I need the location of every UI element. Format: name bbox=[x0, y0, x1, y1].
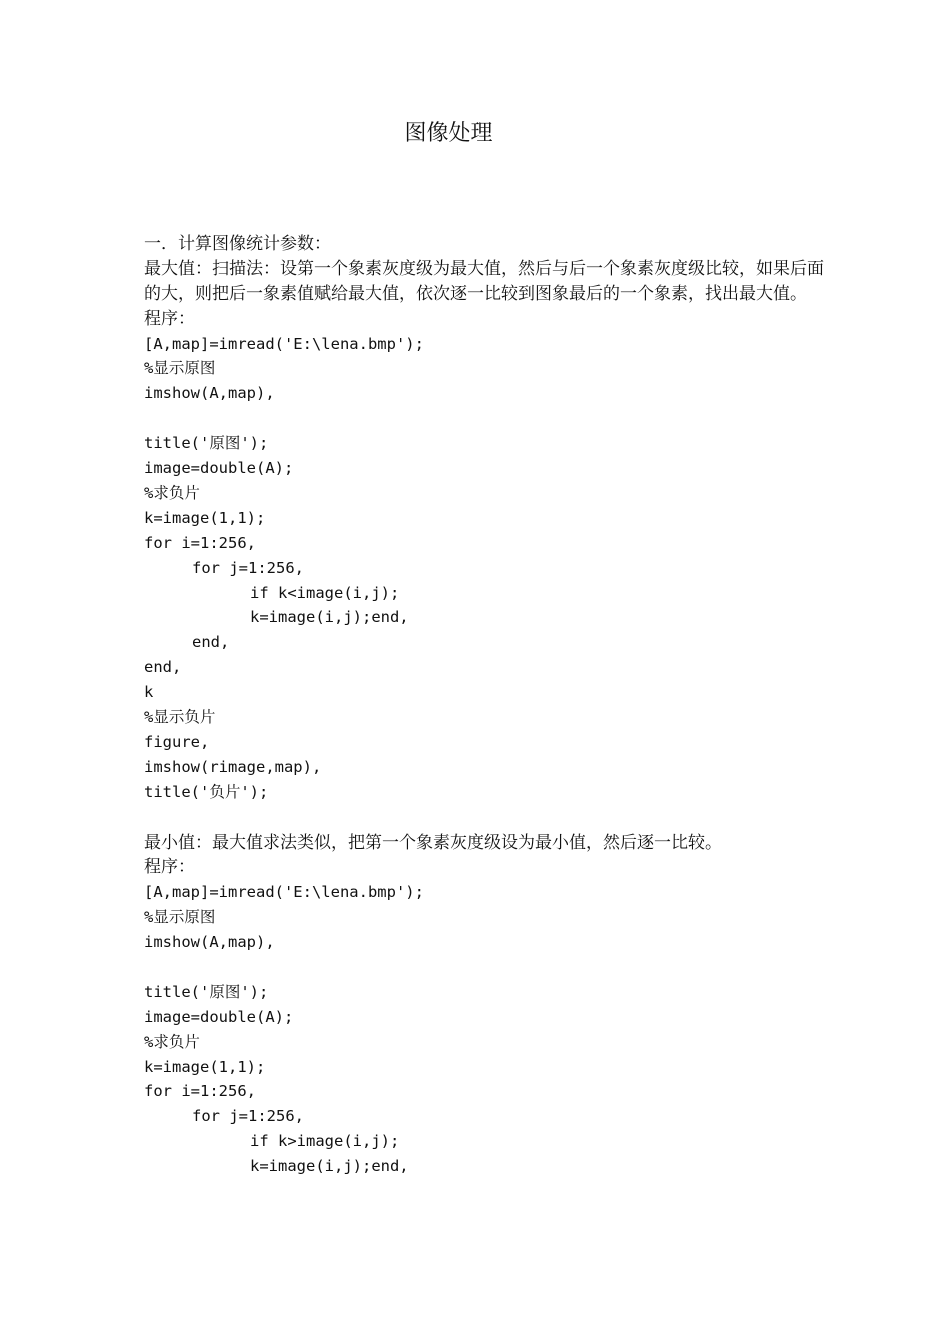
min-value-description: 最小值：最大值求法类似，把第一个象素灰度级设为最小值，然后逐一比较。 bbox=[144, 832, 722, 853]
code-line: title('原图'); bbox=[144, 982, 269, 1001]
code-blank-line bbox=[144, 955, 824, 980]
code-comment: %显示原图 bbox=[144, 359, 216, 378]
code-comment: %求负片 bbox=[144, 1032, 200, 1051]
code-line: k=image(i,j);end, bbox=[250, 1157, 409, 1176]
code-line: imshow(A,map), bbox=[144, 933, 275, 952]
program-label: 程序： bbox=[144, 308, 195, 329]
code-line: imshow(rimage,map), bbox=[144, 757, 322, 776]
code-block-max bbox=[144, 332, 824, 805]
code-line: figure, bbox=[144, 732, 210, 751]
code-line: k bbox=[144, 683, 154, 702]
code-line: for j=1:256, bbox=[192, 1107, 304, 1126]
code-line: k=image(1,1); bbox=[144, 508, 266, 527]
code-block-min bbox=[144, 880, 824, 1179]
code-line: for j=1:256, bbox=[192, 558, 304, 577]
code-comment: %显示负片 bbox=[144, 707, 216, 726]
code-line: imshow(A,map), bbox=[144, 384, 275, 403]
section-heading: 一．计算图像统计参数： bbox=[144, 234, 331, 254]
code-line: k=image(i,j);end, bbox=[250, 608, 409, 627]
program-label: 程序： bbox=[144, 857, 195, 878]
document-body bbox=[144, 232, 824, 1179]
code-line: [A,map]=imread('E:\lena.bmp'); bbox=[144, 334, 424, 353]
max-value-description: 最大值：扫描法：设第一个象素灰度级为最大值，然后与后一个象素灰度级比较，如果后面的大，则把后一象素值赋给最大值，依次逐一比较到图象最后的一个象素，找出最大值。 bbox=[144, 258, 824, 304]
code-comment: %求负片 bbox=[144, 483, 200, 502]
min-value-section bbox=[144, 831, 824, 1179]
code-line: if k>image(i,j); bbox=[250, 1132, 400, 1151]
code-line: title('负片'); bbox=[144, 782, 269, 801]
code-line: k=image(1,1); bbox=[144, 1057, 266, 1076]
code-line: [A,map]=imread('E:\lena.bmp'); bbox=[144, 883, 424, 902]
page-title: 图像处理 bbox=[404, 121, 493, 146]
code-line: for i=1:256, bbox=[144, 533, 256, 552]
code-line: end, bbox=[144, 658, 182, 677]
code-line: title('原图'); bbox=[144, 434, 269, 453]
code-line: end, bbox=[192, 633, 230, 652]
code-line: image=double(A); bbox=[144, 459, 294, 478]
code-comment: %显示原图 bbox=[144, 908, 216, 927]
code-line: for i=1:256, bbox=[144, 1082, 256, 1101]
code-blank-line bbox=[144, 406, 824, 431]
code-line: if k<image(i,j); bbox=[250, 583, 400, 602]
code-line: image=double(A); bbox=[144, 1007, 294, 1026]
